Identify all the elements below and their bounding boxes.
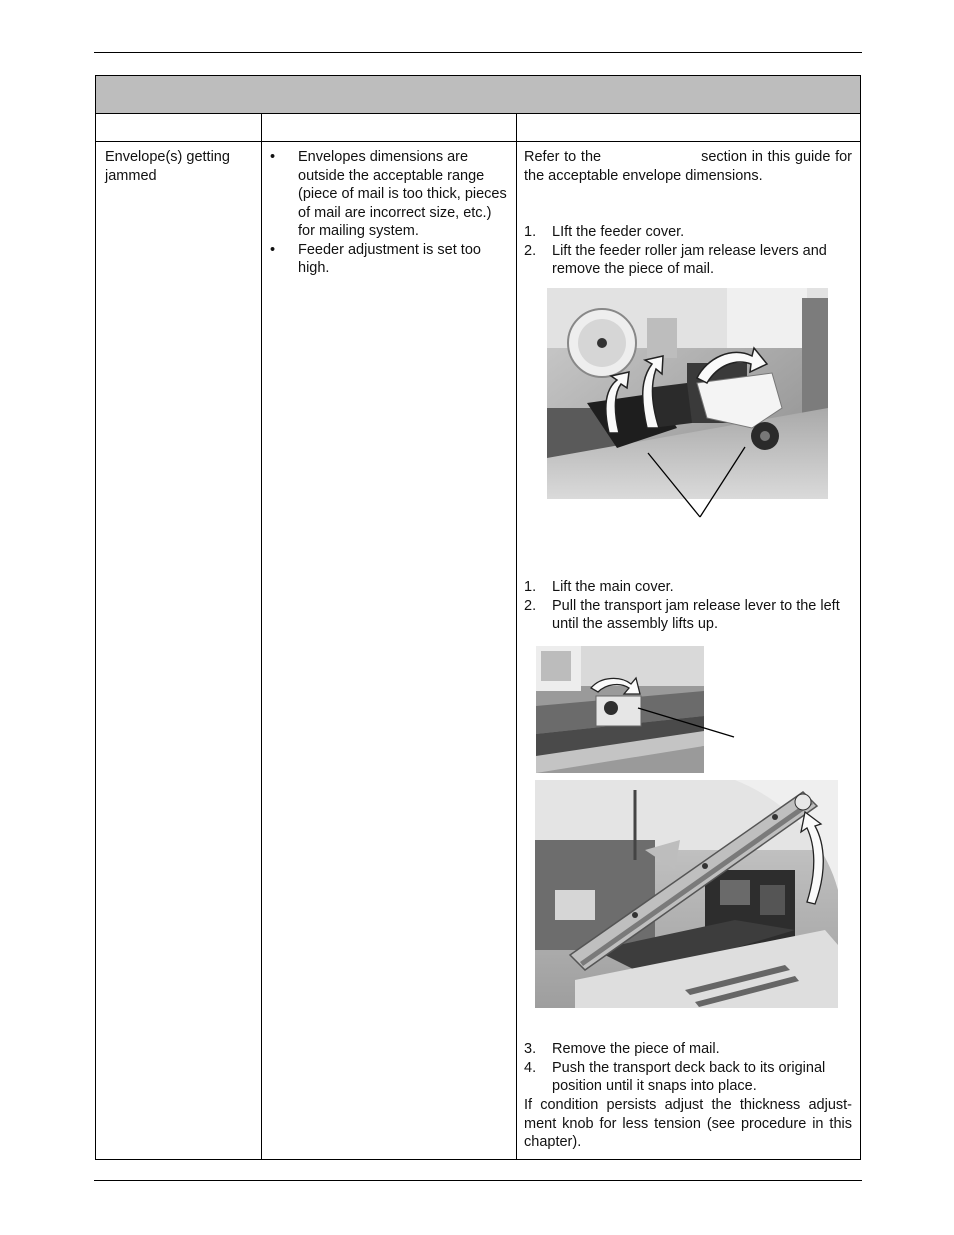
step-number: 1. xyxy=(524,579,537,595)
bullet: • xyxy=(270,241,276,258)
footer-rule xyxy=(94,1180,862,1181)
step-item xyxy=(524,242,852,279)
bullet: • xyxy=(270,149,276,165)
solution-intro-lead: Refer to the xyxy=(524,149,602,165)
step-item xyxy=(524,1040,852,1059)
transport-callout-line xyxy=(636,705,736,740)
cause-list xyxy=(268,148,508,278)
step-text: Remove the piece of mail. xyxy=(552,1041,720,1057)
step-number: 2. xyxy=(524,597,537,614)
step-item xyxy=(524,578,852,597)
step-number: 1. xyxy=(524,224,537,240)
solution-intro-rest: section in this guide for the acceptable envelope dimensions. xyxy=(524,149,852,184)
solution-intro xyxy=(524,148,852,185)
column-divider-1 xyxy=(261,114,262,1159)
transport-deck-lifted-photo xyxy=(535,780,838,1008)
feeder-callout-lines xyxy=(640,445,760,520)
problem-cell: Envelope(s) getting jammed xyxy=(105,149,230,184)
solution-closing: If condition persists adjust the thickness adjust-ment knob for less tension (see procedure in this chapter). xyxy=(524,1097,852,1150)
step-number: 2. xyxy=(524,242,537,259)
cause-item xyxy=(268,148,508,241)
step-text: Push the transport deck back to its original position until it snaps into place. xyxy=(552,1059,826,1094)
step-number: 3. xyxy=(524,1041,537,1057)
cause-text: Feeder adjustment is set too high. xyxy=(298,241,481,276)
feeder-steps-list xyxy=(524,223,852,279)
transport-steps-list xyxy=(524,578,852,634)
step-item xyxy=(524,223,852,242)
step-number: 4. xyxy=(524,1059,537,1076)
header-rule xyxy=(94,52,862,53)
step-item xyxy=(524,597,852,634)
final-steps-list xyxy=(524,1040,852,1096)
step-text: Pull the transport jam release lever to the left until the assembly lifts up. xyxy=(552,597,840,632)
column-divider-2 xyxy=(516,114,517,1159)
step-item xyxy=(524,1059,852,1096)
cause-cell xyxy=(268,148,508,278)
step-text: Lift the feeder roller jam release levers and remove the piece of mail. xyxy=(552,242,827,277)
step-text: Lift the main cover. xyxy=(552,579,674,595)
table-header-row xyxy=(96,114,860,142)
step-text: LIft the feeder cover. xyxy=(552,224,685,240)
cause-text: Envelopes dimensions are outside the acceptable range (piece of mail is too thick, pieces of mail are incorrect size, etc.) for mailing system. xyxy=(298,149,507,239)
cause-item xyxy=(268,241,508,278)
table-title-bar xyxy=(96,76,860,114)
